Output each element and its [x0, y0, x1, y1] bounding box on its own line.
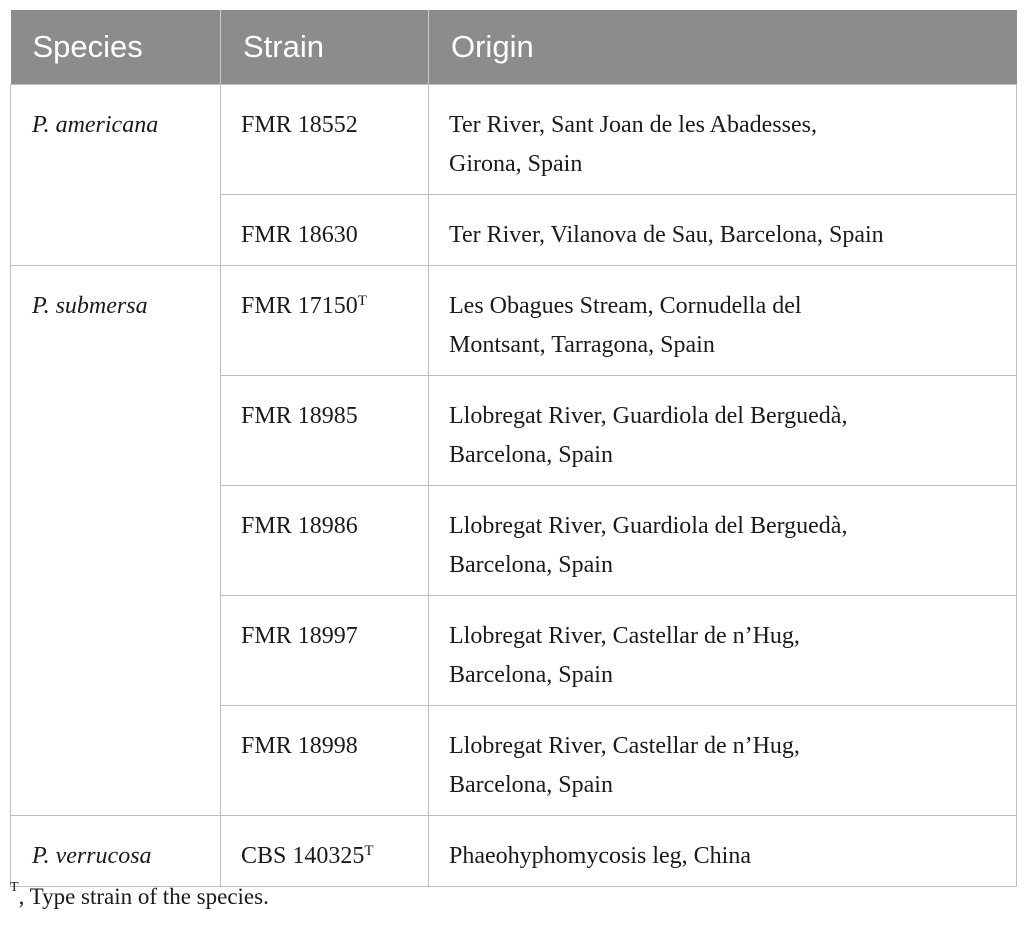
origin-cell: Llobregat River, Guardiola del Berguedà, Barcelona, Spain — [429, 376, 1017, 486]
table-row — [11, 266, 1017, 376]
footnote-symbol: T — [10, 880, 19, 895]
strain-cell: FMR 18630 — [221, 195, 429, 266]
species-cell: P. americana — [11, 85, 221, 266]
species-cell: P. submersa — [11, 266, 221, 816]
header-species: Species — [11, 10, 221, 85]
origin-cell: Phaeohyphomycosis leg, China — [429, 816, 1017, 887]
origin-cell: Ter River, Sant Joan de les Abadesses, Girona, Spain — [429, 85, 1017, 195]
strain-cell: FMR 18997 — [221, 596, 429, 706]
origin-cell: Llobregat River, Guardiola del Berguedà, Barcelona, Spain — [429, 486, 1017, 596]
table-footnote — [10, 880, 269, 910]
header-strain: Strain — [221, 10, 429, 85]
strain-table-container — [10, 10, 1016, 887]
origin-cell: Les Obagues Stream, Cornudella del Montsant, Tarragona, Spain — [429, 266, 1017, 376]
strain-cell: FMR 18985 — [221, 376, 429, 486]
origin-cell: Llobregat River, Castellar de n’Hug, Barcelona, Spain — [429, 706, 1017, 816]
strain-cell: FMR 18998 — [221, 706, 429, 816]
strain-table — [10, 10, 1017, 887]
table-row — [11, 816, 1017, 887]
strain-cell: FMR 18986 — [221, 486, 429, 596]
species-cell: P. verrucosa — [11, 816, 221, 887]
strain-cell: CBS $140325^T$ — [221, 816, 429, 887]
footnote-text: , Type strain of the species. — [18, 884, 269, 909]
origin-cell: Ter River, Vilanova de Sau, Barcelona, Spain — [429, 195, 1017, 266]
header-origin: Origin — [429, 10, 1017, 85]
table-header-row — [11, 10, 1017, 85]
strain-cell: FMR $17150^T$ — [221, 266, 429, 376]
strain-cell: FMR 18552 — [221, 85, 429, 195]
origin-cell: Llobregat River, Castellar de n’Hug, Barcelona, Spain — [429, 596, 1017, 706]
table-row — [11, 85, 1017, 195]
